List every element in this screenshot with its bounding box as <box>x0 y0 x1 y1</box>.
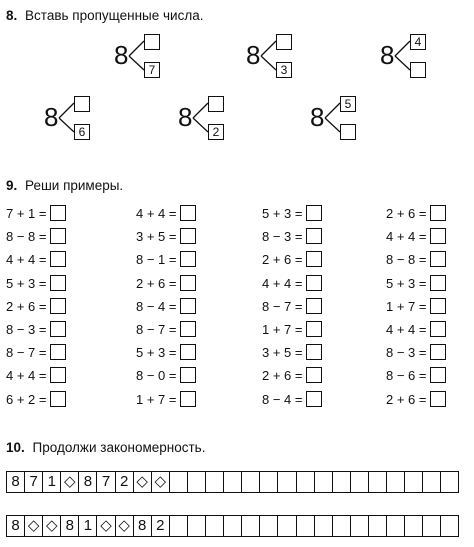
math-example <box>386 367 446 384</box>
answer-box[interactable] <box>306 205 322 221</box>
pattern-cell: 8 <box>61 516 79 536</box>
expression: 2 + 6 = <box>6 298 47 314</box>
math-example <box>6 251 66 268</box>
expression: 8 − 0 = <box>136 368 177 384</box>
task8-heading <box>6 8 203 23</box>
pattern-cell: ◇ <box>97 516 115 536</box>
answer-box[interactable] <box>306 391 322 407</box>
empty-cell[interactable] <box>224 472 242 492</box>
empty-cell[interactable] <box>333 516 351 536</box>
number-composition-figure <box>178 96 226 142</box>
expression: 1 + 7 = <box>386 298 427 314</box>
answer-box[interactable] <box>50 228 66 244</box>
number-composition-figure <box>310 96 358 142</box>
top-part-box[interactable]: 5 <box>340 96 356 112</box>
pattern-cell: 8 <box>79 472 97 492</box>
math-example <box>136 321 196 338</box>
empty-cell[interactable] <box>260 472 278 492</box>
whole-number: 8 <box>114 40 129 70</box>
number-composition-figure <box>114 34 162 80</box>
empty-cell[interactable] <box>206 472 224 492</box>
empty-cell[interactable] <box>242 472 260 492</box>
math-example <box>136 367 196 384</box>
math-example <box>386 228 446 245</box>
pattern-cell: ◇ <box>134 472 152 492</box>
expression: 2 + 6 = <box>136 275 177 291</box>
number-composition-figure <box>44 96 92 142</box>
expression: 7 + 1 = <box>6 206 47 221</box>
math-example <box>262 344 322 361</box>
task9-number: 9. <box>6 178 18 193</box>
math-example <box>6 275 66 292</box>
math-example <box>6 298 66 315</box>
whole-number: 8 <box>310 102 325 132</box>
math-example <box>262 367 322 384</box>
expression: 2 + 6 = <box>262 368 303 384</box>
math-example <box>386 205 446 222</box>
answer-box[interactable] <box>50 298 66 314</box>
math-example <box>262 298 322 315</box>
answer-box[interactable] <box>306 367 322 383</box>
expression: 8 − 3 = <box>386 345 427 361</box>
top-part-box[interactable] <box>208 96 224 112</box>
math-example <box>6 344 66 361</box>
answer-box[interactable] <box>180 391 196 407</box>
expression: 8 − 4 = <box>262 391 303 407</box>
expression: 8 − 3 = <box>262 229 303 245</box>
bottom-part-box[interactable] <box>340 124 356 140</box>
empty-cell[interactable] <box>405 516 423 536</box>
expression: 8 − 7 = <box>6 345 47 361</box>
whole-number: 8 <box>246 40 261 70</box>
whole-number: 8 <box>44 102 59 132</box>
empty-cell[interactable] <box>387 516 405 536</box>
math-example <box>136 251 196 268</box>
empty-cell[interactable] <box>170 516 188 536</box>
answer-box[interactable] <box>180 298 196 314</box>
math-example <box>6 391 66 408</box>
answer-box[interactable] <box>50 251 66 267</box>
answer-box[interactable] <box>180 228 196 244</box>
math-example <box>262 391 322 408</box>
pattern-cell: 2 <box>152 516 170 536</box>
empty-cell[interactable] <box>387 472 405 492</box>
pattern-cell: 7 <box>97 472 115 492</box>
empty-cell[interactable] <box>170 472 188 492</box>
math-example <box>262 205 322 222</box>
empty-cell[interactable] <box>405 472 423 492</box>
empty-cell[interactable] <box>297 516 315 536</box>
top-part-box[interactable] <box>276 34 292 50</box>
expression: 8 − 7 = <box>262 298 303 314</box>
math-example <box>262 228 322 245</box>
answer-box[interactable] <box>306 321 322 337</box>
number-composition-figure <box>246 34 294 80</box>
math-example <box>6 228 66 245</box>
answer-box[interactable] <box>430 344 446 360</box>
pattern-cell: 8 <box>7 472 25 492</box>
expression: 8 − 7 = <box>136 322 177 337</box>
expression: 6 + 2 = <box>6 391 47 407</box>
bottom-part-box[interactable]: 6 <box>74 124 90 140</box>
answer-box[interactable] <box>306 251 322 267</box>
answer-box[interactable] <box>50 367 66 383</box>
math-example <box>136 391 196 408</box>
top-part-box[interactable] <box>74 96 90 112</box>
expression: 5 + 3 = <box>262 206 303 221</box>
math-example <box>6 321 66 338</box>
expression: 8 − 4 = <box>136 298 177 314</box>
answer-box[interactable] <box>430 251 446 267</box>
pattern-cell: ◇ <box>116 516 134 536</box>
answer-box[interactable] <box>180 321 196 337</box>
empty-cell[interactable] <box>441 516 458 536</box>
pattern-cell: 8 <box>7 516 25 536</box>
math-example <box>136 298 196 315</box>
task9-title: Реши примеры. <box>25 178 124 193</box>
answer-box[interactable] <box>306 344 322 360</box>
empty-cell[interactable] <box>188 516 206 536</box>
whole-number: 8 <box>380 40 395 70</box>
expression: 8 − 8 = <box>6 229 47 245</box>
empty-cell[interactable] <box>206 516 224 536</box>
expression: 8 − 8 = <box>386 252 427 268</box>
empty-cell[interactable] <box>297 472 315 492</box>
expression: 2 + 6 = <box>262 252 303 268</box>
task8-number: 8. <box>6 8 18 23</box>
expression: 5 + 3 = <box>386 275 427 291</box>
task10-heading <box>6 440 205 455</box>
empty-cell[interactable] <box>423 472 441 492</box>
expression: 4 + 4 = <box>6 252 47 268</box>
math-example <box>136 205 196 222</box>
answer-box[interactable] <box>180 367 196 383</box>
task10-title: Продолжи закономерность. <box>32 440 206 455</box>
task8-title: Вставь пропущенные числа. <box>25 8 204 23</box>
math-example <box>386 344 446 361</box>
expression: 8 − 6 = <box>386 368 427 384</box>
bottom-part-box[interactable]: 7 <box>144 62 160 78</box>
math-example <box>262 251 322 268</box>
expression: 4 + 4 = <box>136 206 177 221</box>
answer-box[interactable] <box>180 205 196 221</box>
pattern-cell: ◇ <box>61 472 79 492</box>
empty-cell[interactable] <box>315 516 333 536</box>
top-part-box[interactable]: 4 <box>410 34 426 50</box>
answer-box[interactable] <box>180 344 196 360</box>
expression: 4 + 4 = <box>386 229 427 245</box>
math-example <box>6 367 66 384</box>
task10-number: 10. <box>6 440 25 455</box>
empty-cell[interactable] <box>278 516 296 536</box>
whole-number: 8 <box>178 102 193 132</box>
math-example <box>136 344 196 361</box>
top-part-box[interactable] <box>144 34 160 50</box>
expression: 1 + 7 = <box>262 322 303 337</box>
expression: 8 − 1 = <box>136 252 177 268</box>
pattern-cell: 2 <box>116 472 134 492</box>
expression: 4 + 4 = <box>262 275 303 291</box>
pattern-cell: 7 <box>25 472 43 492</box>
math-example <box>136 275 196 292</box>
answer-box[interactable] <box>430 228 446 244</box>
expression: 1 + 7 = <box>136 391 177 407</box>
answer-box[interactable] <box>430 298 446 314</box>
number-composition-figure <box>380 34 428 80</box>
bottom-part-box[interactable]: 2 <box>208 124 224 140</box>
answer-box[interactable] <box>430 321 446 337</box>
answer-box[interactable] <box>306 298 322 314</box>
answer-box[interactable] <box>180 275 196 291</box>
math-example <box>6 205 66 222</box>
math-example <box>386 298 446 315</box>
empty-cell[interactable] <box>369 472 387 492</box>
answer-box[interactable] <box>430 391 446 407</box>
pattern-cell: ◇ <box>43 516 61 536</box>
bottom-part-box[interactable] <box>410 62 426 78</box>
answer-box[interactable] <box>430 367 446 383</box>
empty-cell[interactable] <box>242 516 260 536</box>
pattern-strip <box>6 471 459 493</box>
empty-cell[interactable] <box>188 472 206 492</box>
empty-cell[interactable] <box>369 516 387 536</box>
math-example <box>386 275 446 292</box>
answer-box[interactable] <box>306 228 322 244</box>
empty-cell[interactable] <box>224 516 242 536</box>
answer-box[interactable] <box>50 275 66 291</box>
expression: 4 + 4 = <box>386 322 427 337</box>
empty-cell[interactable] <box>333 472 351 492</box>
answer-box[interactable] <box>50 391 66 407</box>
empty-cell[interactable] <box>278 472 296 492</box>
expression: 2 + 6 = <box>386 206 427 221</box>
answer-box[interactable] <box>50 344 66 360</box>
empty-cell[interactable] <box>423 516 441 536</box>
bottom-part-box[interactable]: 3 <box>276 62 292 78</box>
math-example <box>386 321 446 338</box>
expression: 5 + 3 = <box>6 275 47 291</box>
math-example <box>262 321 322 338</box>
empty-cell[interactable] <box>260 516 278 536</box>
empty-cell[interactable] <box>351 516 369 536</box>
answer-box[interactable] <box>180 251 196 267</box>
expression: 2 + 6 = <box>386 391 427 407</box>
math-example <box>386 251 446 268</box>
expression: 5 + 3 = <box>136 345 177 361</box>
empty-cell[interactable] <box>441 472 458 492</box>
task9-heading <box>6 178 123 193</box>
expression: 4 + 4 = <box>6 368 47 384</box>
pattern-cell: 8 <box>134 516 152 536</box>
answer-box[interactable] <box>430 275 446 291</box>
pattern-cell: ◇ <box>25 516 43 536</box>
pattern-strip <box>6 515 459 537</box>
answer-box[interactable] <box>50 321 66 337</box>
answer-box[interactable] <box>430 205 446 221</box>
answer-box[interactable] <box>50 205 66 221</box>
math-example <box>386 391 446 408</box>
expression: 8 − 3 = <box>6 322 47 337</box>
pattern-cell: ◇ <box>152 472 170 492</box>
math-example <box>136 228 196 245</box>
math-example <box>262 275 322 292</box>
empty-cell[interactable] <box>315 472 333 492</box>
pattern-cell: 1 <box>43 472 61 492</box>
answer-box[interactable] <box>306 275 322 291</box>
pattern-cell: 1 <box>79 516 97 536</box>
expression: 3 + 5 = <box>136 229 177 245</box>
expression: 3 + 5 = <box>262 345 303 361</box>
empty-cell[interactable] <box>351 472 369 492</box>
